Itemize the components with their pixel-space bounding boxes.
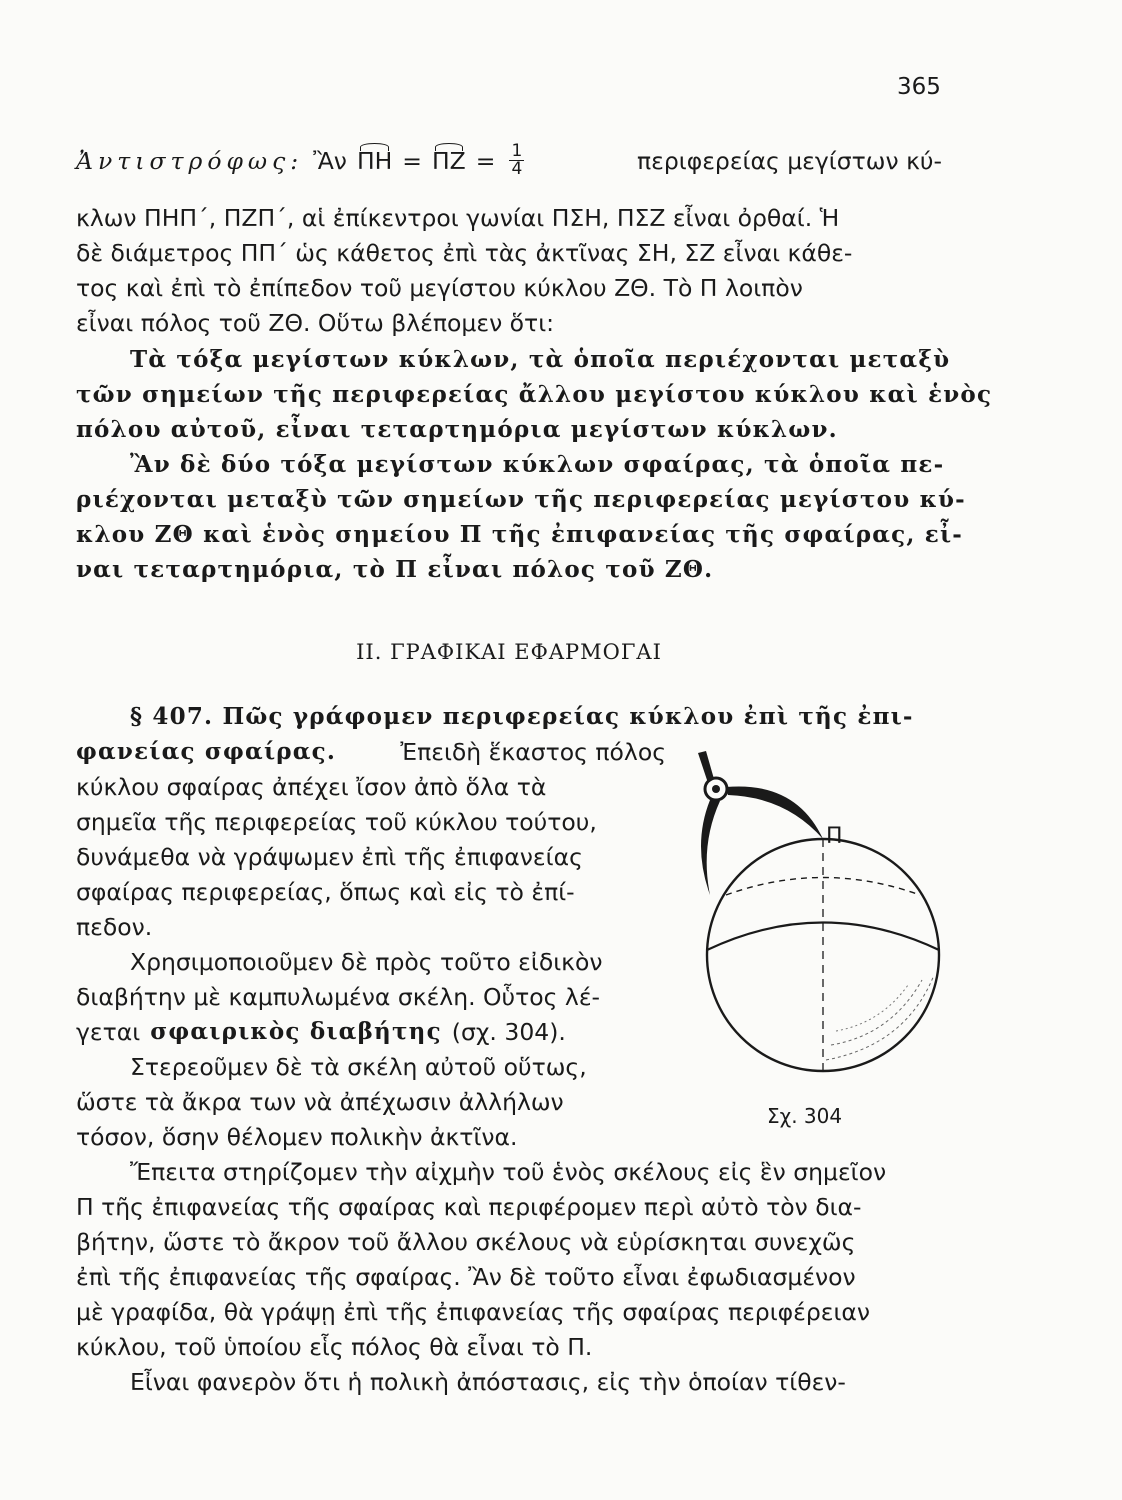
text-line: τόσον, ὅσην θέλομεν πολικὴν ἀκτῖνα. bbox=[76, 1123, 518, 1151]
text-line: δὲ διάμετρος ΠΠ΄ ὡς κάθετος ἐπὶ τὰς ἀκτῖνας ΣΗ, ΣΖ εἶναι κάθε- bbox=[76, 239, 853, 267]
section-title-continued: φανείας σφαίρας. bbox=[76, 738, 337, 765]
theorem-line: Τὰ τόξα μεγίστων κύκλων, τὰ ὁποῖα περιέχονται μεταξὺ bbox=[130, 346, 951, 373]
theorem-line: πόλου αὐτοῦ, εἶναι τεταρτημόρια μεγίστων κύκλων. bbox=[76, 416, 838, 443]
arc-pz: ΠΖ bbox=[431, 146, 466, 175]
text-line: πεδον. bbox=[76, 913, 153, 941]
section-title: § 407. Πῶς γράφομεν περιφερείας κύκλου ἐπὶ τῆς ἐπι- bbox=[130, 703, 914, 730]
figure-spherical-compass bbox=[686, 745, 946, 1080]
text-span: Ἐπειδὴ ἕκαστος πόλος bbox=[400, 738, 666, 766]
intro-prefix: Ἂν bbox=[313, 146, 347, 175]
text-line: μὲ γραφίδα, θὰ γράψῃ ἐπὶ τῆς ἐπιφανείας τῆς σφαίρας περιφέρειαν bbox=[76, 1298, 871, 1326]
text-line: ὥστε τὰ ἄκρα των νὰ ἀπέχωσιν ἀλλήλων bbox=[76, 1088, 564, 1116]
pole-label: Π bbox=[826, 824, 843, 849]
intro-label: Ἀντιστρόφως: bbox=[76, 146, 304, 175]
text-line: ἐπὶ τῆς ἐπιφανείας τῆς σφαίρας. Ἂν δὲ τοῦτο εἶναι ἐφωδιασμένον bbox=[76, 1263, 856, 1291]
text-line: δυνάμεθα νὰ γράψωμεν ἐπὶ τῆς ἐπιφανείας bbox=[76, 843, 583, 871]
text-line: κύκλου, τοῦ ὑποίου εἷς πόλος θὰ εἶναι τὸ Π. bbox=[76, 1333, 593, 1361]
theorem-line: ναι τεταρτημόρια, τὸ Π εἶναι πόλος τοῦ ΖΘ. bbox=[76, 556, 714, 583]
text-line: Στερεοῦμεν δὲ τὰ σκέλη αὐτοῦ οὕτως, bbox=[130, 1053, 587, 1081]
text-line: κύκλου σφαίρας ἀπέχει ἴσον ἀπὸ ὅλα τὰ bbox=[76, 773, 547, 801]
theorem-line: κλου ΖΘ καὶ ἑνὸς σημείου Π τῆς ἐπιφανείας τῆς σφαίρας, εἶ- bbox=[76, 521, 964, 548]
theorem-line: τῶν σημείων τῆς περιφερείας ἄλλου μεγίστου κύκλου καὶ ἑνὸς bbox=[76, 381, 993, 408]
text-line: διαβήτην μὲ καμπυλωμένα σκέλη. Οὗτος λέ- bbox=[76, 983, 600, 1011]
fraction-denominator: 4 bbox=[511, 159, 523, 179]
intro-suffix: περιφερείας μεγίστων κύ- bbox=[636, 146, 942, 175]
text-line: Εἶναι φανερὸν ὅτι ἡ πολικὴ ἀπόστασις, εἰς τὴν ὁποίαν τίθεν- bbox=[130, 1368, 846, 1396]
text-span: (σχ. 304). bbox=[451, 1018, 566, 1046]
fraction-numerator: 1 bbox=[511, 141, 523, 161]
text-line: βήτην, ὥστε τὸ ἄκρον τοῦ ἄλλου σκέλους νὰ εὑρίσκηται συνεχῶς bbox=[76, 1228, 856, 1256]
figure-caption: Σχ. 304 bbox=[767, 1104, 843, 1128]
text-span: γεται bbox=[76, 1018, 141, 1046]
text-line: σημεῖα τῆς περιφερείας τοῦ κύκλου τούτου, bbox=[76, 808, 597, 836]
text-line: κλων ΠΗΠ΄, ΠΖΠ΄, αἱ ἐπίκεντροι γωνίαι ΠΣΗ, ΠΣΖ εἶναι ὀρθαί. Ἡ bbox=[76, 204, 840, 232]
term-spherical-compass: σφαιρικὸς διαβήτης bbox=[150, 1018, 442, 1045]
intro-line bbox=[76, 143, 942, 178]
equals-sign: = bbox=[402, 146, 422, 175]
compass-drawing bbox=[698, 751, 823, 895]
sphere-drawing bbox=[707, 839, 939, 1071]
text-line bbox=[76, 737, 666, 767]
theorem-line: Ἂν δὲ δύο τόξα μεγίστων κύκλων σφαίρας, τὰ ὁποῖα πε- bbox=[130, 451, 945, 478]
text-line: Ἔπειτα στηρίζομεν τὴν αἰχμὴν τοῦ ἑνὸς σκέλους εἰς ἓν σημεῖον bbox=[130, 1158, 887, 1186]
fraction-one-quarter bbox=[509, 143, 524, 178]
text-line bbox=[76, 1017, 666, 1047]
text-line: Χρησιμοποιοῦμεν δὲ πρὸς τοῦτο εἰδικὸν bbox=[130, 948, 603, 976]
text-line: σφαίρας περιφερείας, ὅπως καὶ εἰς τὸ ἐπί- bbox=[76, 878, 575, 906]
theorem-line: ριέχονται μεταξὺ τῶν σημείων τῆς περιφερείας μεγίστου κύ- bbox=[76, 486, 966, 513]
text-line: εἶναι πόλος τοῦ ΖΘ. Οὕτω βλέπομεν ὅτι: bbox=[76, 309, 555, 337]
section-heading: II. ΓΡΑΦΙΚΑΙ ΕΦΑΡΜΟΓΑΙ bbox=[356, 640, 662, 664]
text-line: τος καὶ ἐπὶ τὸ ἐπίπεδον τοῦ μεγίστου κύκλου ΖΘ. Τὸ Π λοιπὸν bbox=[76, 274, 803, 302]
page-number: 365 bbox=[897, 74, 941, 100]
text-line: Π τῆς ἐπιφανείας τῆς σφαίρας καὶ περιφέρομεν περὶ αὐτὸ τὸν δια- bbox=[76, 1193, 862, 1221]
arc-ph: ΠΗ bbox=[356, 146, 393, 175]
equals-sign: = bbox=[475, 146, 496, 175]
